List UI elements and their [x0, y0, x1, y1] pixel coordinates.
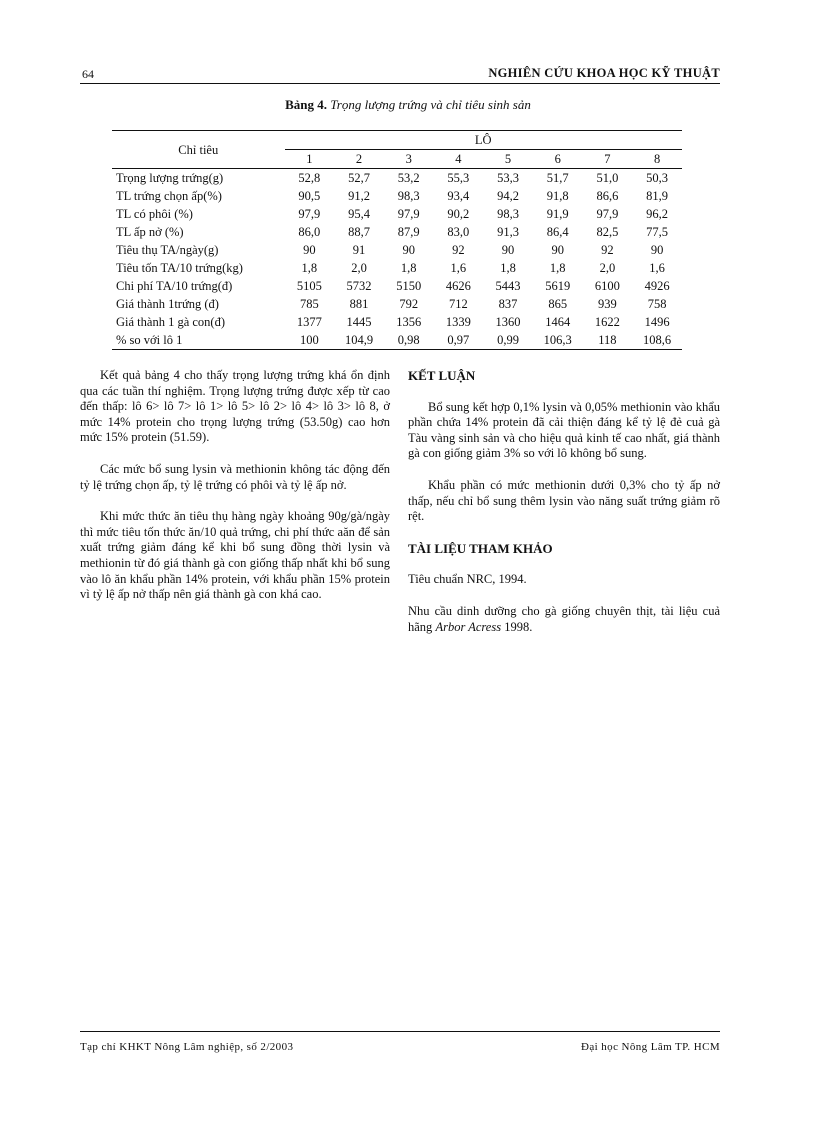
- table-cell: 96,2: [646, 207, 669, 221]
- data-table: [112, 130, 682, 350]
- table-cell: 86,6: [596, 189, 619, 203]
- table-cell: 92: [452, 243, 465, 257]
- table-cell: 4626: [445, 279, 471, 293]
- table-cell: 5443: [495, 279, 521, 293]
- table-cell: 91,8: [546, 189, 569, 203]
- table-body: [112, 169, 682, 350]
- table-cell: 81,9: [646, 189, 669, 203]
- table-cell: 2,0: [599, 261, 616, 275]
- column-header: 4: [455, 152, 462, 166]
- paragraph: Khẩu phần có mức methionin dưới 0,3% cho tỷ ấp nở thấp, nếu chỉ bổ sung thêm lysin vào năng suất trứng giảm rõ rệt.: [408, 477, 720, 524]
- table-cell: 1496: [644, 315, 670, 329]
- table-cell: 90: [551, 243, 564, 257]
- table-cell: 1,8: [500, 261, 516, 275]
- table-cell: 1,6: [649, 261, 665, 275]
- table-cell: 90,2: [447, 207, 470, 221]
- footer-institution: Đại học Nông Lâm TP. HCM: [581, 1041, 720, 1053]
- table-cell: 90: [402, 243, 415, 257]
- table-cell: 90: [501, 243, 515, 257]
- paragraph: Kết quả bảng 4 cho thấy trọng lượng trứng khá ổn định qua các tuần thí nghiệm. Trọng lượng trứng được xếp từ cao đến thấp: lô 6> lô 7> lô 1> lô 5> lô 2> lô 4> lô 3> lô 8, ở mức 14% protein cho trọng lượng trứng (53.50g) cao hơn mức 15% protein (51.59).: [80, 368, 390, 445]
- table-cell: 98,3: [497, 207, 519, 221]
- table-row: [112, 313, 682, 331]
- table-cell: 1,8: [400, 261, 417, 275]
- paragraph: Bổ sung kết hợp 0,1% lysin và 0,05% methionin vào khẩu phần chứa 14% protein đã cải thiện đáng kể tỷ lệ đẻ cuả gà Tàu vàng sinh sản và cho hiệu quả kinh tế cao nhất, giá thành gà con giống giảm 3% so với lô không bổ sung.: [408, 399, 720, 461]
- table-cell: 865: [548, 297, 568, 311]
- table-cell: 1445: [346, 315, 372, 329]
- column-header: 2: [355, 152, 363, 166]
- reference-item: Tiêu chuẩn NRC, 1994.: [408, 572, 527, 587]
- table-cell: 93,4: [447, 189, 470, 203]
- row-label: Trọng lượng trứng(g): [112, 169, 285, 188]
- table-cell: 106,3: [533, 331, 583, 350]
- table-cell: 5619: [545, 279, 571, 293]
- reference-item: [408, 604, 720, 635]
- table-cell: 837: [498, 297, 518, 311]
- table-cell: 1,8: [301, 261, 318, 275]
- column-header: 8: [653, 152, 661, 166]
- table-cell: 785: [299, 297, 319, 311]
- reference-text: Nhu cầu dinh dưỡng cho gà giống chuyên thịt, tài liệu cuả hãng: [408, 603, 720, 634]
- table-cell: 881: [349, 297, 369, 311]
- footer-journal: Tạp chí KHKT Nông Lâm nghiệp, số 2/2003: [80, 1041, 294, 1053]
- paragraph: Khi mức thức ăn tiêu thụ hàng ngày khoảng 90g/gà/ngày thì mức tiêu tốn thức ăn/10 quả trứng, chi phí thức aăn để sản xuất trứng giảm đáng kể khi bổ sung đồng thời lysin và methionin từ đó giá thành gà con giống thấp nhất khi bổ sung vào lô ăn khẩu phần 14% protein, với khẩu phần 15% protein vì tỷ lệ ấp nở thấp nên giá thành gà con khá cao.: [80, 509, 390, 602]
- table-row: [112, 295, 682, 313]
- column-header: 7: [604, 152, 611, 166]
- column-header: 3: [405, 152, 412, 166]
- table-cell: 97,9: [397, 207, 420, 221]
- table-cell: 50,3: [632, 169, 682, 188]
- table-cell: 0,99: [483, 331, 533, 350]
- table-cell: 90,5: [298, 189, 321, 203]
- table-cell: 4926: [644, 279, 670, 293]
- page-number: 64: [82, 67, 94, 81]
- table-cell: 53,2: [384, 169, 434, 188]
- table-row: [112, 259, 682, 277]
- row-label: TL trứng chọn ấp(%): [116, 189, 222, 203]
- table-cell: 939: [598, 297, 617, 311]
- table-cell: 95,4: [348, 207, 370, 221]
- table-cell: 104,9: [334, 331, 384, 350]
- table-cell: 88,7: [348, 225, 370, 239]
- row-label: Chi phí TA/10 trứng(đ): [116, 279, 233, 293]
- references-heading: TÀI LIỆU THAM KHẢO: [408, 540, 553, 556]
- table-row: [112, 187, 682, 205]
- table-cell: 5150: [396, 279, 422, 293]
- table-cell: 94,2: [497, 189, 519, 203]
- row-label: TL ấp nở (%): [116, 225, 184, 239]
- table-cell: 51,7: [533, 169, 583, 188]
- table-cell: 86,0: [298, 225, 321, 239]
- table-cell: 86,4: [546, 225, 569, 239]
- left-column: [80, 368, 390, 619]
- table-cell: 1339: [445, 315, 471, 329]
- column-header: 1: [306, 152, 313, 166]
- table-cell: 100: [285, 331, 335, 350]
- table-cell: 55,3: [434, 169, 484, 188]
- table-cell: 1464: [545, 315, 571, 329]
- table-row: [112, 241, 682, 259]
- table-cell: 90: [303, 243, 316, 257]
- table-cell: 77,5: [646, 225, 669, 239]
- row-label: Giá thành 1trứng (đ): [116, 297, 219, 311]
- table-cell: 792: [399, 297, 419, 311]
- table-cell: 1356: [396, 315, 422, 329]
- table-row: [112, 169, 682, 188]
- column-header: 6: [554, 152, 561, 166]
- right-column: [408, 368, 720, 651]
- footer-rule: [80, 1031, 720, 1032]
- header-rule: [80, 83, 720, 84]
- journal-header: NGHIÊN CỨU KHOA HỌC KỸ THUẬT: [488, 66, 720, 80]
- table-cell: 91,3: [497, 225, 519, 239]
- table-row: [112, 223, 682, 241]
- table-caption-text: Trọng lượng trứng và chỉ tiêu sinh sản: [330, 97, 531, 112]
- table-cell: 5732: [346, 279, 372, 293]
- table-cell: 1622: [594, 315, 620, 329]
- table-cell: 2,0: [351, 261, 367, 275]
- row-label: TL có phôi (%): [116, 207, 193, 221]
- conclusion-heading: KẾT LUẬN: [408, 368, 476, 383]
- table-cell: 118: [583, 331, 633, 350]
- table-cell: 108,6: [632, 331, 682, 350]
- table-cell: 87,9: [397, 225, 420, 239]
- table-cell: 52,7: [334, 169, 384, 188]
- reference-publisher: Arbor Acress: [435, 619, 502, 634]
- table-cell: 52,8: [285, 169, 335, 188]
- table-cell: 91: [352, 243, 366, 257]
- table-cell: 0,98: [384, 331, 434, 350]
- row-header: Chỉ tiêu: [112, 131, 285, 169]
- table-cell: 758: [647, 297, 667, 311]
- table-cell: 1,8: [549, 261, 566, 275]
- paragraph: Các mức bổ sung lysin và methionin không tác động đến tỷ lệ trứng chọn ấp, tỷ lệ trứng có phôi và tỷ lệ ấp nở.: [80, 461, 390, 492]
- table-caption-label: Bảng 4.: [285, 97, 328, 112]
- column-header: 5: [504, 152, 512, 166]
- table-row: [112, 277, 682, 295]
- table-cell: 82,5: [596, 225, 619, 239]
- table-cell: 6100: [594, 279, 620, 293]
- table-row: [112, 331, 682, 350]
- table-cell: 97,9: [298, 207, 321, 221]
- table-cell: 92: [601, 243, 614, 257]
- table-cell: 1377: [296, 315, 322, 329]
- table-cell: 1360: [495, 315, 521, 329]
- table-cell: 83,0: [447, 225, 470, 239]
- table-cell: 53,3: [483, 169, 533, 188]
- table-caption: [0, 97, 816, 113]
- row-label: % so với lô 1: [112, 331, 285, 350]
- table-cell: 5105: [296, 279, 322, 293]
- table-cell: 97,9: [596, 207, 619, 221]
- reference-year: 1998.: [501, 619, 533, 634]
- table-row: [112, 205, 682, 223]
- table-cell: 90: [650, 243, 664, 257]
- group-header: LÔ: [285, 131, 682, 150]
- table-cell: 98,3: [397, 189, 420, 203]
- table-cell: 91,2: [348, 189, 370, 203]
- table-cell: 0,97: [434, 331, 484, 350]
- row-label: Tiêu thụ TA/ngày(g): [116, 243, 219, 257]
- row-label: Giá thành 1 gà con(đ): [116, 315, 225, 329]
- table-cell: 91,9: [546, 207, 569, 221]
- row-label: Tiêu tốn TA/10 trứng(kg): [116, 261, 243, 275]
- table-cell: 712: [448, 297, 468, 311]
- table-cell: 1,6: [450, 261, 467, 275]
- table-cell: 51,0: [583, 169, 633, 188]
